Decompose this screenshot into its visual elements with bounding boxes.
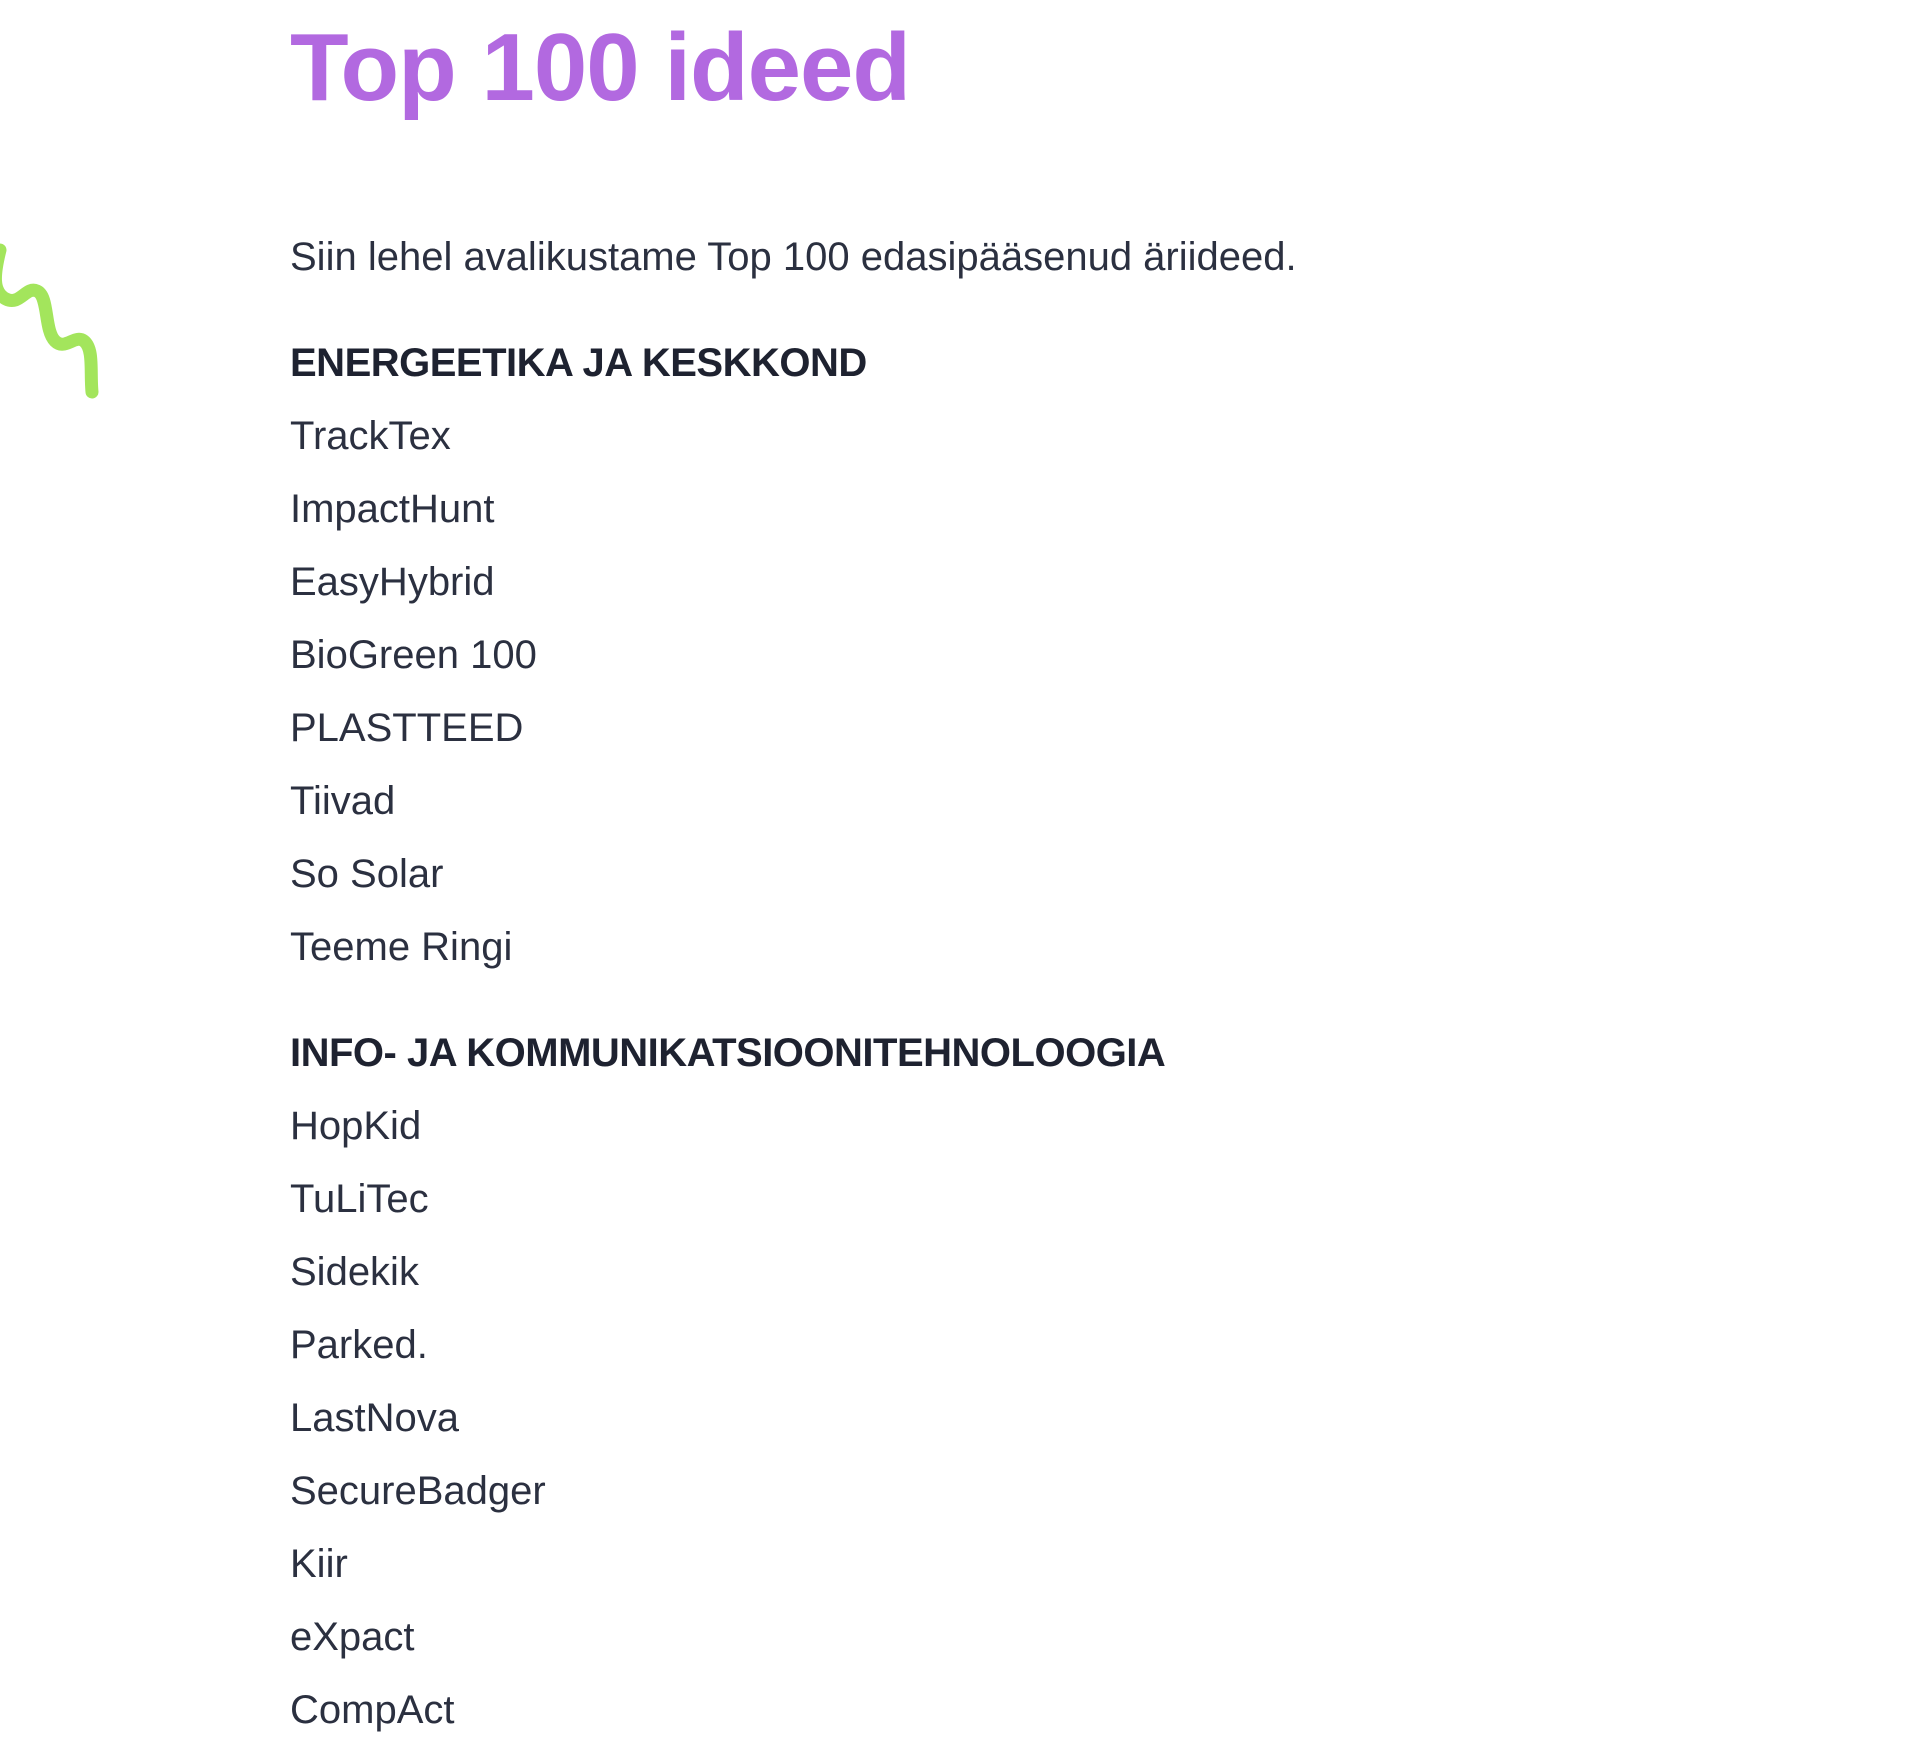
idea-list [290,400,1730,984]
idea-item: LastNova [290,1396,459,1440]
idea-item: ImpactHunt [290,487,495,531]
idea-list [290,1090,1730,1747]
green-squiggle-icon [0,240,116,412]
idea-item: CompAct [290,1688,455,1732]
idea-item: Sidekik [290,1250,419,1294]
idea-item: HopKid [290,1104,422,1148]
idea-item: So Solar [290,852,444,896]
idea-item: SecureBadger [290,1469,546,1513]
section-heading: INFO- JA KOMMUNIKATSIOONITEHNOLOOGIA [290,1031,1166,1075]
page-title: Top 100 ideed [290,14,911,121]
idea-item: PLASTTEED [290,706,524,750]
idea-section [290,327,1730,984]
idea-item: eXpact [290,1615,415,1659]
content-column [290,0,1730,1747]
green-squiggle-path [0,250,92,392]
idea-section [290,1017,1730,1747]
idea-item: Teeme Ringi [290,925,513,969]
idea-item: BioGreen 100 [290,633,537,677]
idea-item: Tiivad [290,779,396,823]
intro-text: Siin lehel avalikustame Top 100 edasipääsenud äriideed. [290,235,1297,279]
idea-item: Kiir [290,1542,348,1586]
idea-item: TrackTex [290,414,451,458]
idea-sections [290,327,1730,1747]
idea-item: EasyHybrid [290,560,495,604]
idea-item: TuLiTec [290,1177,429,1221]
idea-item: Parked. [290,1323,428,1367]
section-heading: ENERGEETIKA JA KESKKOND [290,341,867,385]
